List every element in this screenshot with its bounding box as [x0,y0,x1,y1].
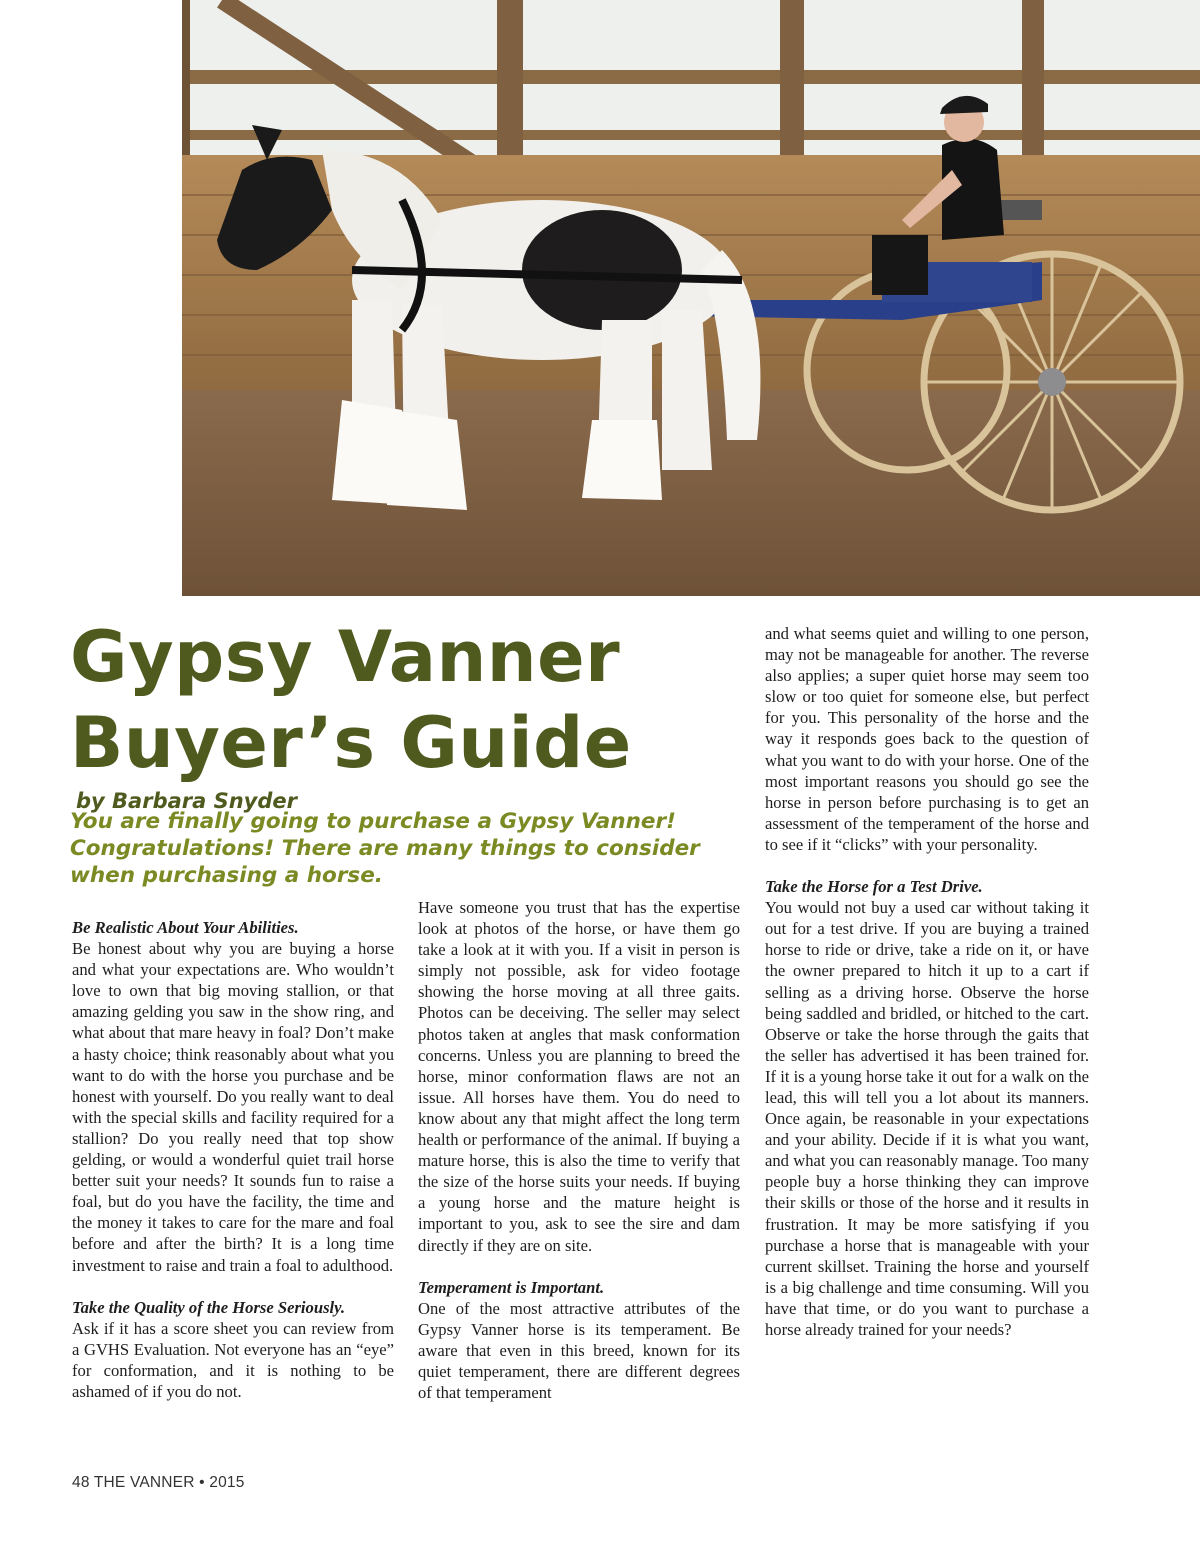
section-body-quality-part2: Have someone you trust that has the expertise look at photos of the horse, or have them go take a look at it with you. If a visit in person is simply not possible, ask for video footage showing the horse moving at all three gaits. Photos can be deceiving. The seller may select photos taken at angles that mask conformation concerns. Unless you are planning to breed the horse, minor conformation flaws are not an issue. All horses have them. You do need to know about any that might affect the long term health or performance of the animal. If buying a mature horse, this is also the time to verify that the size of the horse suits your needs. If buying a young horse and the mature height is important to you, ask to see the sire and dam directly if they are on site. [418,898,740,1255]
section-body-abilities: Be honest about why you are buying a horse and what your expectations are. Who wouldn’t love to own that big moving stallion, or that amazing gelding you saw in the show ring, and what about that mare heavy in foal? Don’t make a hasty choice; think reasonably about what you want to do with the horse you purchase and be honest with yourself. Do you really want to deal with the special skills and facility required for a stallion? Do you really need that top show gelding, or would a wonderful quiet trail horse better suit your needs? It sounds fun to raise a foal, but do you have the facility, the time and the money it takes to care for the mare and foal before and after the birth? It is a long time investment to raise and train a foal to adulthood. [72,939,394,1275]
section-body-quality-part1: Ask if it has a score sheet you can review from a GVHS Evaluation. Not everyone has an “eye” for conformation, and it is nothing to be ashamed of if you do not. [72,1318,394,1401]
article-title [70,614,710,786]
column-2 [418,897,740,1403]
section-heading-temperament: Temperament is Important. [418,1277,605,1297]
column-1 [72,917,394,1402]
intro-line-1: You are finally going to purchase a Gypsy Vanner! [70,809,676,834]
section-heading-quality: Take the Quality of the Horse Seriously. [72,1297,346,1317]
section-heading-test-drive: Take the Horse for a Test Drive. [765,877,983,897]
hero-photo [182,0,1200,596]
intro-line-3: when purchasing a horse. [70,863,383,888]
section-body-test-drive: You would not buy a used car without taking it out for a test drive. If you are buying a trained horse to ride or drive, take a ride on it, or have the owner prepared to hitch it up to a cart if selling as a driving horse. Observe the horse being saddled and bridled, or hitched to the cart. Observe or take the horse through the gaits that the seller has advertised it has been trained for. If it is a young horse take it out for a walk on the lead, this will tell you a lot about its manners. Once again, be reasonable in your expectations and your ability. Decide if it is what you want, and what you can reasonably manage. Too many people buy a horse thinking they can improve their skills or those of the horse and it results in frustration. It may be more satisfying if you purchase a horse that is manageable with your current skillset. Training the horse and yourself is a big challenge and time consuming. Will you have that time, or do you want to purchase a horse already trained for your needs? [765,898,1089,1339]
intro-line-2: Congratulations! There are many things to consider [70,836,700,861]
page-footer: 48 THE VANNER • 2015 [72,1474,245,1491]
byline: by Barbara Snyder [76,789,298,813]
section-body-temperament-part2: and what seems quiet and willing to one person, may not be manageable for another. The reverse also applies; a super quiet horse may seem too slow or too quiet for someone else, but perfect for you. This personality of the horse and the way it responds goes back to the question of what you want to do with your horse. One of the most important reasons you should go see the horse in person before purchasing is to get an assessment of the temperament of the horse and to see if it “clicks” with your personality. [765,624,1089,854]
title-line-2: Buyer’s Guide [70,702,632,784]
section-body-temperament-part1: One of the most attractive attributes of the Gypsy Vanner horse is its temperament. Be aware that even in this breed, known for its quiet temperament, there are different degrees of that temperament [418,1298,740,1403]
title-line-1: Gypsy Vanner [70,616,621,698]
intro-deck [70,808,710,889]
column-3 [765,623,1089,1340]
section-heading-abilities: Be Realistic About Your Abilities. [72,918,299,937]
